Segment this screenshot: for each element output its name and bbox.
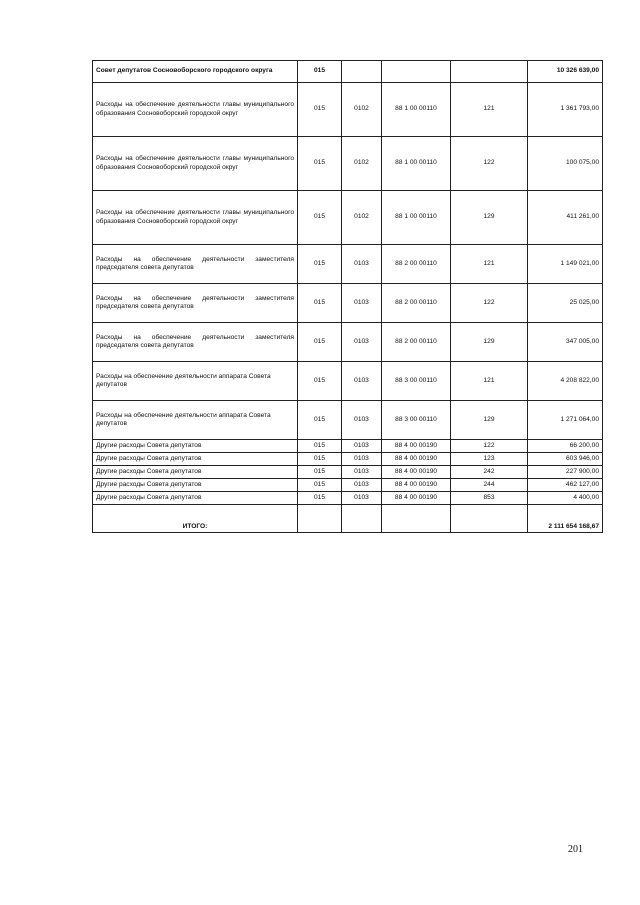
row-amount: 462 127,00: [528, 479, 603, 492]
row-section-code: 0103: [342, 440, 382, 453]
row-target-code: [382, 61, 451, 83]
row-department-code: 015: [298, 245, 342, 284]
row-department-code: 015: [298, 323, 342, 362]
row-department-code: 015: [298, 466, 342, 479]
row-section-code: 0103: [342, 401, 382, 440]
table-row: [93, 401, 603, 440]
row-section-code: [342, 61, 382, 83]
row-amount: 1 149 021,00: [528, 245, 603, 284]
row-amount: 4 400,00: [528, 492, 603, 505]
row-amount: 66 200,00: [528, 440, 603, 453]
row-expense-type: 853: [451, 492, 528, 505]
row-department-code: 015: [298, 284, 342, 323]
table-row: [93, 440, 603, 453]
row-section-code: 0103: [342, 479, 382, 492]
row-name: Другие расходы Совета депутатов: [93, 453, 298, 466]
total-label: ИТОГО:: [93, 505, 298, 533]
row-section-code: 0102: [342, 191, 382, 245]
row-amount: 347 005,00: [528, 323, 603, 362]
row-section-code: 0103: [342, 284, 382, 323]
row-target-code: 88 3 00 00110: [382, 362, 451, 401]
table-row: [93, 466, 603, 479]
row-amount: 227 900,00: [528, 466, 603, 479]
row-target-code: 88 3 00 00110: [382, 401, 451, 440]
row-expense-type: 121: [451, 83, 528, 137]
row-amount: 10 326 639,00: [528, 61, 603, 83]
total-empty-cell: [382, 505, 451, 533]
row-expense-type: 122: [451, 284, 528, 323]
row-name: Расходы на обеспечение деятельности заместителя председателя совета депутатов: [93, 284, 298, 323]
row-target-code: 88 2 00 00110: [382, 284, 451, 323]
row-name: Другие расходы Совета депутатов: [93, 479, 298, 492]
row-expense-type: [451, 61, 528, 83]
row-amount: 603 946,00: [528, 453, 603, 466]
row-name: Другие расходы Совета депутатов: [93, 466, 298, 479]
row-name: Расходы на обеспечение деятельности аппарата Совета депутатов: [93, 401, 298, 440]
table-row: [93, 137, 603, 191]
table-row: [93, 61, 603, 83]
row-target-code: 88 1 00 00110: [382, 191, 451, 245]
row-amount: 25 025,00: [528, 284, 603, 323]
row-amount: 411 261,00: [528, 191, 603, 245]
row-section-code: 0103: [342, 245, 382, 284]
row-name: Совет депутатов Сосновоборского городского округа: [93, 61, 298, 83]
row-expense-type: 244: [451, 479, 528, 492]
row-section-code: 0102: [342, 137, 382, 191]
table-row: [93, 479, 603, 492]
page-number: 201: [568, 844, 583, 855]
total-empty-cell: [298, 505, 342, 533]
row-department-code: 015: [298, 362, 342, 401]
table-row: [93, 492, 603, 505]
row-target-code: 88 2 00 00110: [382, 245, 451, 284]
row-department-code: 015: [298, 191, 342, 245]
total-row: [93, 505, 603, 533]
row-name: Другие расходы Совета депутатов: [93, 492, 298, 505]
row-target-code: 88 4 00 00190: [382, 492, 451, 505]
row-section-code: 0103: [342, 362, 382, 401]
row-expense-type: 129: [451, 401, 528, 440]
table-row: [93, 284, 603, 323]
row-name: Расходы на обеспечение деятельности главы муниципального образования Сосновоборский городской округ: [93, 137, 298, 191]
row-expense-type: 129: [451, 323, 528, 362]
row-target-code: 88 4 00 00190: [382, 466, 451, 479]
row-section-code: 0103: [342, 323, 382, 362]
row-department-code: 015: [298, 453, 342, 466]
row-name: Другие расходы Совета депутатов: [93, 440, 298, 453]
table-row: [93, 362, 603, 401]
row-target-code: 88 4 00 00190: [382, 453, 451, 466]
row-expense-type: 123: [451, 453, 528, 466]
row-section-code: 0103: [342, 453, 382, 466]
row-expense-type: 122: [451, 440, 528, 453]
table-row: [93, 245, 603, 284]
row-name: Расходы на обеспечение деятельности аппарата Совета депутатов: [93, 362, 298, 401]
row-department-code: 015: [298, 401, 342, 440]
row-department-code: 015: [298, 61, 342, 83]
table-row: [93, 83, 603, 137]
table-row: [93, 453, 603, 466]
budget-table: [92, 60, 603, 533]
row-amount: 4 208 822,00: [528, 362, 603, 401]
row-amount: 1 271 064,00: [528, 401, 603, 440]
row-section-code: 0103: [342, 492, 382, 505]
row-target-code: 88 1 00 00110: [382, 137, 451, 191]
total-empty-cell: [451, 505, 528, 533]
row-expense-type: 121: [451, 245, 528, 284]
row-target-code: 88 4 00 00190: [382, 479, 451, 492]
row-department-code: 015: [298, 137, 342, 191]
row-name: Расходы на обеспечение деятельности главы муниципального образования Сосновоборский городской округ: [93, 191, 298, 245]
row-amount: 1 361 793,00: [528, 83, 603, 137]
row-target-code: 88 4 00 00190: [382, 440, 451, 453]
row-department-code: 015: [298, 492, 342, 505]
row-name: Расходы на обеспечение деятельности главы муниципального образования Сосновоборский городской округ: [93, 83, 298, 137]
row-department-code: 015: [298, 83, 342, 137]
row-expense-type: 242: [451, 466, 528, 479]
row-section-code: 0102: [342, 83, 382, 137]
row-amount: 100 075,00: [528, 137, 603, 191]
row-target-code: 88 2 00 00110: [382, 323, 451, 362]
row-expense-type: 129: [451, 191, 528, 245]
row-target-code: 88 1 00 00110: [382, 83, 451, 137]
row-department-code: 015: [298, 440, 342, 453]
row-name: Расходы на обеспечение деятельности заместителя председателя совета депутатов: [93, 323, 298, 362]
row-department-code: 015: [298, 479, 342, 492]
table-row: [93, 191, 603, 245]
row-expense-type: 121: [451, 362, 528, 401]
total-amount: 2 111 654 168,67: [528, 505, 603, 533]
total-empty-cell: [342, 505, 382, 533]
row-section-code: 0103: [342, 466, 382, 479]
row-expense-type: 122: [451, 137, 528, 191]
table-row: [93, 323, 603, 362]
row-name: Расходы на обеспечение деятельности заместителя председателя совета депутатов: [93, 245, 298, 284]
